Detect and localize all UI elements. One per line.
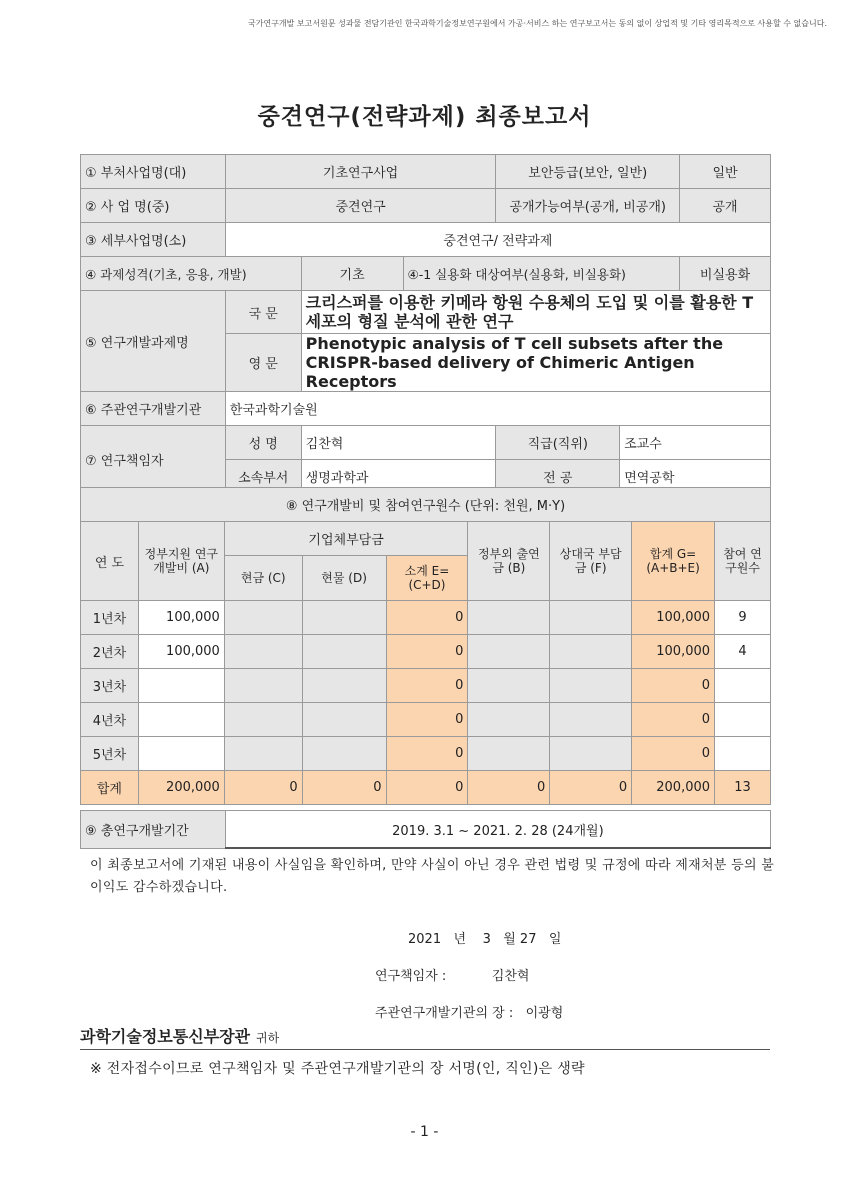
budget-cell-subtotal: 0 bbox=[386, 737, 468, 771]
budget-row bbox=[81, 601, 771, 635]
budget-cell-cash bbox=[224, 703, 302, 737]
pi-rank-value: 조교수 bbox=[620, 426, 771, 460]
budget-total-row bbox=[81, 771, 771, 805]
budget-cell-total: 200,000 bbox=[632, 771, 715, 805]
english-title-label: 영 문 bbox=[225, 334, 301, 392]
budget-cell-nongov: 0 bbox=[468, 771, 550, 805]
pi-name-label: 성 명 bbox=[225, 426, 301, 460]
budget-cell-total: 100,000 bbox=[632, 601, 715, 635]
budget-row bbox=[81, 737, 771, 771]
report-date: 2021 년 3 월 27 일 bbox=[408, 932, 562, 947]
budget-header-total: 합계 G=(A+B+E) bbox=[632, 522, 715, 601]
budget-cell-gov: 200,000 bbox=[138, 771, 224, 805]
sub-program-value: 중견연구/ 전략과제 bbox=[225, 223, 770, 257]
budget-cell-year: 합계 bbox=[81, 771, 139, 805]
budget-cell-researchers: 13 bbox=[715, 771, 771, 805]
pi-dept-value: 생명과학과 bbox=[301, 460, 496, 494]
budget-table bbox=[80, 487, 771, 805]
budget-header-nongov: 정부외 출연금 (B) bbox=[468, 522, 550, 601]
budget-cell-subtotal: 0 bbox=[386, 771, 468, 805]
dept-program-label: ① 부처사업명(대) bbox=[81, 155, 226, 189]
budget-cell-cash bbox=[224, 601, 302, 635]
sub-program-label: ③ 세부사업명(소) bbox=[81, 223, 226, 257]
budget-cell-gov: 100,000 bbox=[138, 601, 224, 635]
security-level-value: 일반 bbox=[680, 155, 771, 189]
budget-cell-partner bbox=[550, 601, 632, 635]
budget-cell-researchers bbox=[715, 703, 771, 737]
budget-cell-cash: 0 bbox=[224, 771, 302, 805]
budget-cell-total: 0 bbox=[632, 703, 715, 737]
pi-name-value: 김찬혁 bbox=[301, 426, 496, 460]
budget-cell-partner bbox=[550, 703, 632, 737]
budget-cell-total: 100,000 bbox=[632, 635, 715, 669]
budget-header-gov: 정부지원 연구개발비 (A) bbox=[138, 522, 224, 601]
budget-cell-year: 3년차 bbox=[81, 669, 139, 703]
budget-cell-partner: 0 bbox=[550, 771, 632, 805]
security-level-label: 보안등급(보안, 일반) bbox=[496, 155, 680, 189]
disclosure-value: 공개 bbox=[680, 189, 771, 223]
budget-cell-gov bbox=[138, 703, 224, 737]
program-name-value: 중견연구 bbox=[225, 189, 496, 223]
budget-header-partner: 상대국 부담금 (F) bbox=[550, 522, 632, 601]
budget-cell-total: 0 bbox=[632, 737, 715, 771]
budget-cell-year: 5년차 bbox=[81, 737, 139, 771]
period-value: 2019. 3.1 ~ 2021. 2. 28 (24개월) bbox=[225, 811, 770, 849]
budget-cell-cash bbox=[224, 737, 302, 771]
program-name-label: ② 사 업 명(중) bbox=[81, 189, 226, 223]
budget-row bbox=[81, 669, 771, 703]
budget-cell-inkind bbox=[302, 669, 386, 703]
pi-rank-label: 직급(직위) bbox=[496, 426, 620, 460]
budget-header-corp: 기업체부담금 bbox=[224, 522, 468, 556]
disclosure-label: 공개가능여부(공개, 비공개) bbox=[496, 189, 680, 223]
recipient-name: 과학기술정보통신부장관 bbox=[80, 1027, 251, 1046]
pi-major-label: 전 공 bbox=[496, 460, 620, 494]
header-notice: 국가연구개발 보고서원문 성과물 전담기관인 한국과학기술정보연구원에서 가공·서비스 하는 연구보고서는 동의 없이 상업적 및 기타 영리목적으로 사용할 수 없습니다. bbox=[248, 19, 827, 28]
recipient-suffix: 귀하 bbox=[256, 1031, 280, 1045]
page-title: 중견연구(전략과제) 최종보고서 bbox=[257, 104, 592, 130]
period-label: ⑨ 총연구개발기간 bbox=[81, 811, 226, 849]
budget-row bbox=[81, 635, 771, 669]
host-institution-label: ⑥ 주관연구개발기관 bbox=[81, 392, 226, 426]
budget-cell-researchers bbox=[715, 737, 771, 771]
budget-cell-researchers: 9 bbox=[715, 601, 771, 635]
budget-cell-subtotal: 0 bbox=[386, 601, 468, 635]
budget-row bbox=[81, 703, 771, 737]
korean-title-value: 크리스퍼를 이용한 키메라 항원 수용체의 도입 및 이를 활용한 T 세포의 형질 분석에 관한 연구 bbox=[301, 291, 770, 334]
page-number: - 1 - bbox=[410, 1124, 439, 1140]
korean-title-label: 국 문 bbox=[225, 291, 301, 334]
budget-title: ⑧ 연구개발비 및 참여연구원수 (단위: 천원, M·Y) bbox=[81, 488, 771, 522]
budget-cell-inkind bbox=[302, 635, 386, 669]
budget-cell-nongov bbox=[468, 703, 550, 737]
host-institution-value: 한국과학기술원 bbox=[225, 392, 770, 426]
budget-cell-subtotal: 0 bbox=[386, 669, 468, 703]
budget-cell-nongov bbox=[468, 737, 550, 771]
budget-cell-researchers: 4 bbox=[715, 635, 771, 669]
footnote: ※ 전자접수이므로 연구책임자 및 주관연구개발기관의 장 서명(인, 직인)은 생략 bbox=[90, 1061, 585, 1077]
budget-header-inkind: 현물 (D) bbox=[302, 556, 386, 601]
budget-cell-inkind: 0 bbox=[302, 771, 386, 805]
budget-cell-inkind bbox=[302, 703, 386, 737]
pi-signature: 연구책임자 : 김찬혁 bbox=[375, 969, 530, 984]
budget-cell-inkind bbox=[302, 601, 386, 635]
budget-cell-nongov bbox=[468, 601, 550, 635]
budget-cell-partner bbox=[550, 635, 632, 669]
budget-header-cash: 현금 (C) bbox=[224, 556, 302, 601]
institution-head-signature: 주관연구개발기관의 장 : 이광형 bbox=[375, 1006, 564, 1021]
budget-cell-year: 2년차 bbox=[81, 635, 139, 669]
budget-header-subtotal: 소계 E=(C+D) bbox=[386, 556, 468, 601]
commercialization-label: ④-1 실용화 대상여부(실용화, 비실용화) bbox=[403, 257, 680, 291]
budget-cell-inkind bbox=[302, 737, 386, 771]
budget-cell-cash bbox=[224, 635, 302, 669]
budget-header-researchers: 참여 연구원수 bbox=[715, 522, 771, 601]
project-title-label: ⑤ 연구개발과제명 bbox=[81, 291, 226, 392]
budget-cell-subtotal: 0 bbox=[386, 635, 468, 669]
budget-cell-gov bbox=[138, 669, 224, 703]
pi-dept-label: 소속부서 bbox=[225, 460, 301, 494]
budget-header-year: 연 도 bbox=[81, 522, 139, 601]
budget-cell-subtotal: 0 bbox=[386, 703, 468, 737]
budget-cell-partner bbox=[550, 669, 632, 703]
period-table bbox=[80, 810, 771, 849]
project-nature-value: 기초 bbox=[301, 257, 403, 291]
recipient bbox=[80, 1024, 770, 1050]
budget-rows bbox=[81, 601, 771, 805]
budget-cell-gov bbox=[138, 737, 224, 771]
pi-label: ⑦ 연구책임자 bbox=[81, 426, 226, 494]
overview-table bbox=[80, 154, 771, 494]
budget-cell-year: 4년차 bbox=[81, 703, 139, 737]
budget-cell-cash bbox=[224, 669, 302, 703]
budget-cell-year: 1년차 bbox=[81, 601, 139, 635]
pi-major-value: 면역공학 bbox=[620, 460, 771, 494]
budget-cell-nongov bbox=[468, 635, 550, 669]
budget-cell-nongov bbox=[468, 669, 550, 703]
budget-cell-total: 0 bbox=[632, 669, 715, 703]
dept-program-value: 기초연구사업 bbox=[225, 155, 496, 189]
budget-cell-researchers bbox=[715, 669, 771, 703]
project-nature-label: ④ 과제성격(기초, 응용, 개발) bbox=[81, 257, 302, 291]
commercialization-value: 비실용화 bbox=[680, 257, 771, 291]
budget-cell-partner bbox=[550, 737, 632, 771]
english-title-value: Phenotypic analysis of T cell subsets after the CRISPR-based delivery of Chimeric Antigen Receptors bbox=[301, 334, 770, 392]
budget-cell-gov: 100,000 bbox=[138, 635, 224, 669]
confirmation-statement: 이 최종보고서에 기재된 내용이 사실임을 확인하며, 만약 사실이 아닌 경우 관련 법령 및 규정에 따라 제재처분 등의 불이익도 감수하겠습니다. bbox=[90, 858, 775, 895]
